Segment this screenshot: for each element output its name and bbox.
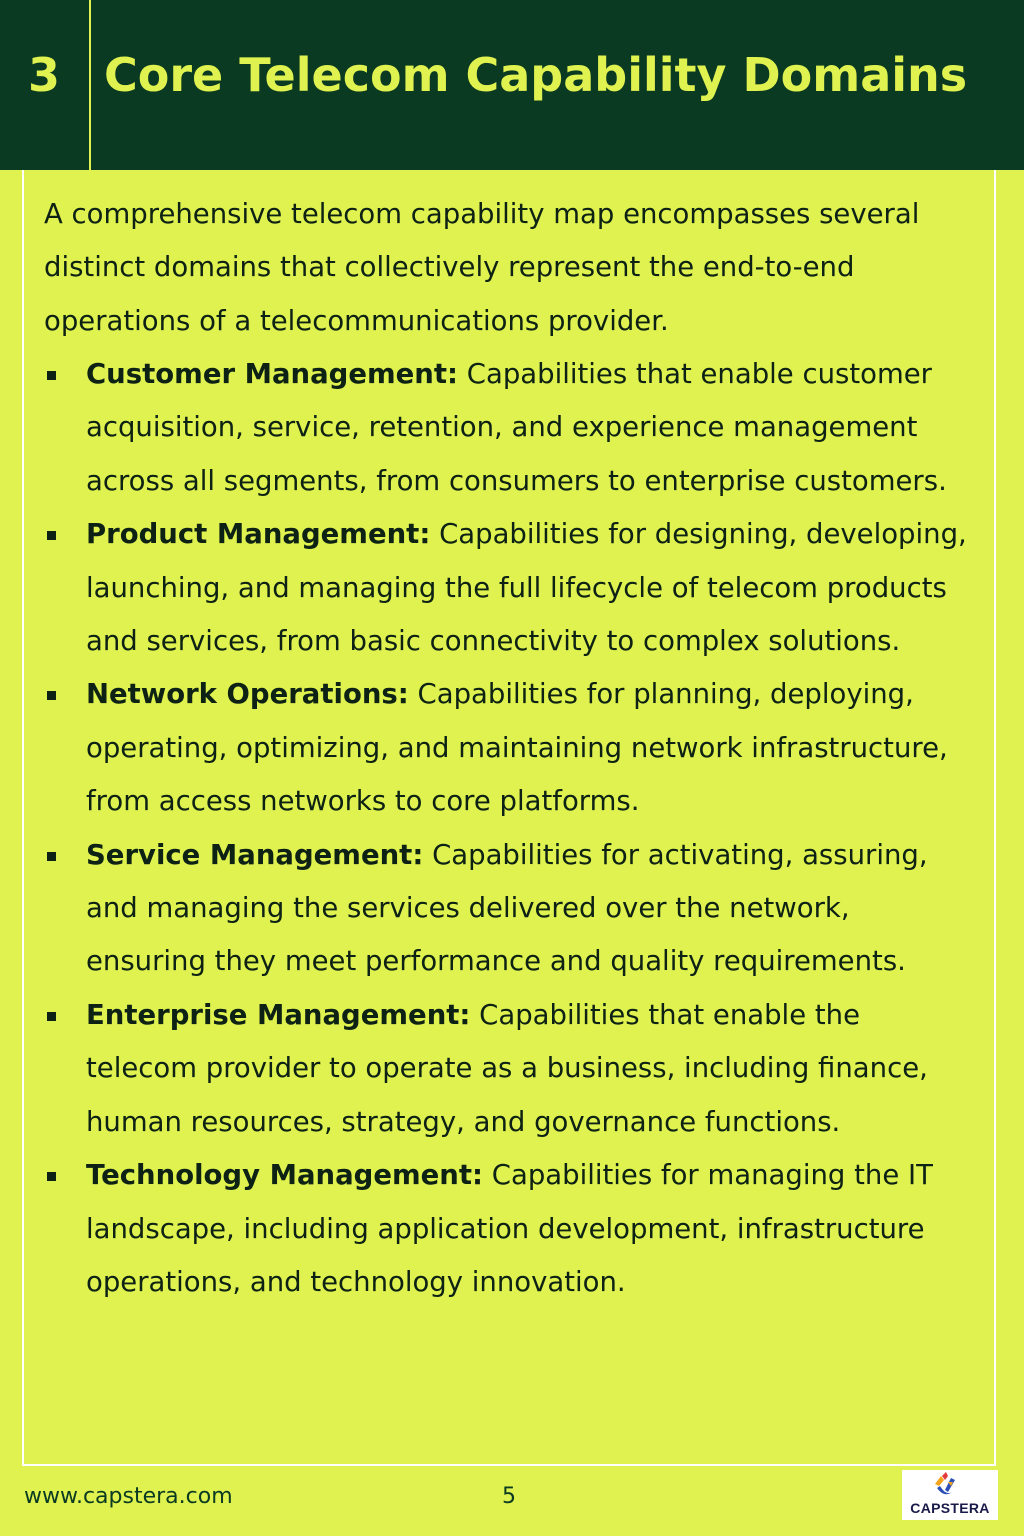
section-number: 3: [28, 48, 61, 102]
website-link[interactable]: www.capstera.com: [24, 1484, 233, 1509]
page-title: Core Telecom Capability Domains: [104, 48, 968, 102]
domain-name: Enterprise Management:: [86, 998, 471, 1031]
intro-paragraph: A comprehensive telecom capability map encompasses several distinct domains that collectively represent the end-to-end operations of a telecommunications provider.: [44, 198, 920, 337]
domain-item-customer-management: [44, 348, 974, 508]
domain-item-product-management: [44, 508, 974, 668]
capstera-logo: [902, 1470, 998, 1520]
bullet-square-icon: [47, 531, 56, 540]
domain-name: Technology Management:: [86, 1159, 484, 1192]
domain-list: [44, 348, 974, 1309]
bullet-square-icon: [47, 1172, 56, 1181]
domain-name: Network Operations:: [86, 678, 409, 711]
domain-item-service-management: [44, 829, 974, 989]
domain-description: Capabilities for planning, deploying, operating, optimizing, and maintaining network infrastructure, from access networks to core platforms.: [86, 678, 948, 818]
domain-item-network-operations: [44, 668, 974, 828]
domain-description: Capabilities that enable customer acquisition, service, retention, and experience management across all segments, from consumers to enterprise customers.: [86, 358, 947, 497]
page-header: [0, 0, 1024, 170]
domain-description: Capabilities for designing, developing, launching, and managing the full lifecycle of telecom products and services, from basic connectivity to complex solutions.: [86, 518, 967, 658]
content-box: [22, 170, 996, 1466]
bullet-square-icon: [47, 691, 56, 700]
domain-name: Customer Management:: [86, 358, 459, 390]
bullet-square-icon: [47, 1012, 56, 1021]
page-number: 5: [502, 1484, 516, 1509]
header-divider: [89, 0, 91, 170]
domain-name: Service Management:: [86, 838, 424, 871]
domain-item-enterprise-management: [44, 989, 974, 1149]
domain-name: Product Management:: [86, 518, 431, 551]
bullet-square-icon: [47, 371, 56, 380]
domain-description: Capabilities for managing the IT landscape, including application development, infrastructure operations, and technology innovation.: [86, 1159, 933, 1298]
capstera-logo-icon: [932, 1472, 968, 1500]
domain-description: Capabilities that enable the telecom provider to operate as a business, including finance, human resources, strategy, and governance functions.: [86, 998, 928, 1138]
logo-text: CAPSTERA: [910, 1500, 990, 1516]
bullet-square-icon: [47, 852, 56, 861]
domain-item-technology-management: [44, 1149, 974, 1309]
domain-description: Capabilities for activating, assuring, and managing the services delivered over the network, ensuring they meet performance and quality requirements.: [86, 838, 928, 978]
